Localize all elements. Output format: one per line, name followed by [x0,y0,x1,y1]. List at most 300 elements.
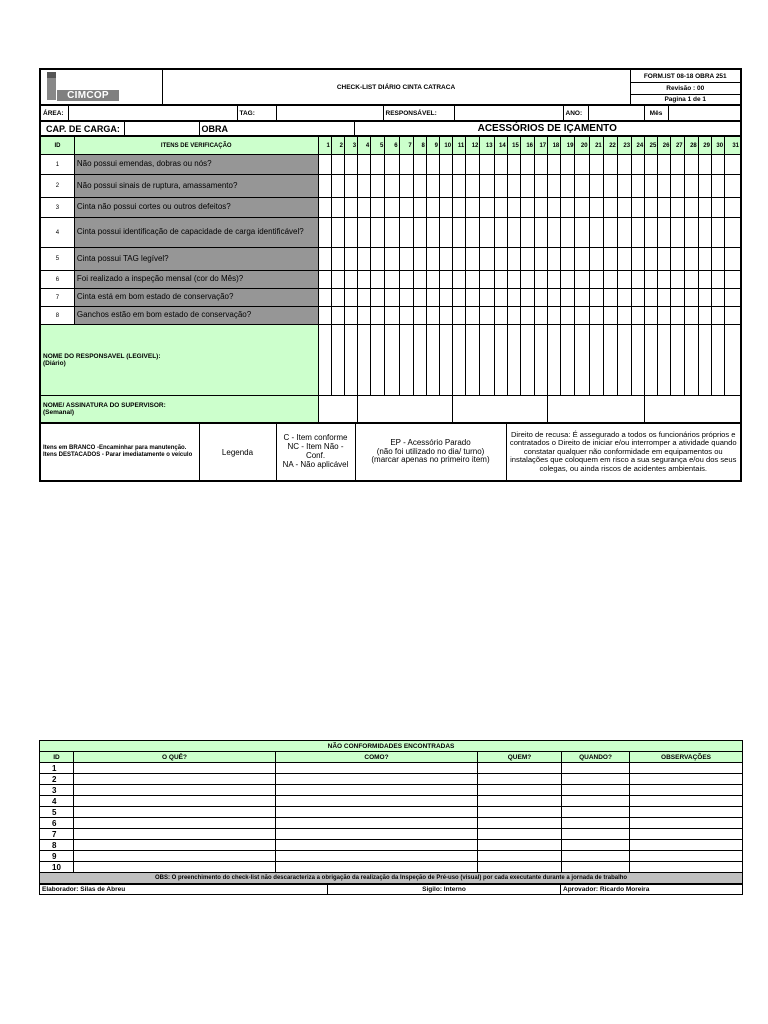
day-check-cell[interactable] [439,307,452,325]
day-check-cell[interactable] [589,198,603,218]
day-check-cell[interactable] [413,155,426,175]
day-check-cell[interactable] [617,289,631,307]
day-check-cell[interactable] [399,198,413,218]
day-check-cell[interactable] [520,218,534,248]
daily-signature-cell[interactable] [632,325,645,396]
day-check-cell[interactable] [358,289,371,307]
day-check-cell[interactable] [548,175,561,198]
day-check-cell[interactable] [645,218,658,248]
day-check-cell[interactable] [725,198,740,218]
day-check-cell[interactable] [371,289,385,307]
day-check-cell[interactable] [494,218,507,248]
day-check-cell[interactable] [494,307,507,325]
day-check-cell[interactable] [318,155,331,175]
nc-cell[interactable] [74,862,276,873]
day-check-cell[interactable] [318,271,331,289]
day-check-cell[interactable] [575,218,589,248]
daily-signature-cell[interactable] [385,325,399,396]
day-check-cell[interactable] [494,155,507,175]
day-check-cell[interactable] [645,248,658,271]
day-check-cell[interactable] [658,155,671,175]
nc-cell[interactable] [74,829,276,840]
day-check-cell[interactable] [466,307,480,325]
day-check-cell[interactable] [331,198,344,218]
day-check-cell[interactable] [684,175,698,198]
day-check-cell[interactable] [589,271,603,289]
nc-cell[interactable] [562,818,630,829]
day-check-cell[interactable] [426,155,439,175]
day-check-cell[interactable] [385,289,399,307]
day-check-cell[interactable] [453,307,466,325]
day-check-cell[interactable] [331,218,344,248]
day-check-cell[interactable] [658,271,671,289]
daily-signature-cell[interactable] [507,325,520,396]
day-check-cell[interactable] [535,271,548,289]
day-check-cell[interactable] [439,218,452,248]
daily-signature-cell[interactable] [358,325,371,396]
day-check-cell[interactable] [603,248,617,271]
day-check-cell[interactable] [371,155,385,175]
day-check-cell[interactable] [603,289,617,307]
day-check-cell[interactable] [645,155,658,175]
day-check-cell[interactable] [698,289,711,307]
day-check-cell[interactable] [658,289,671,307]
day-check-cell[interactable] [385,198,399,218]
nc-cell[interactable] [630,807,743,818]
daily-signature-cell[interactable] [371,325,385,396]
day-check-cell[interactable] [698,155,711,175]
day-check-cell[interactable] [725,175,740,198]
day-check-cell[interactable] [399,175,413,198]
nc-cell[interactable] [276,774,478,785]
day-check-cell[interactable] [548,248,561,271]
day-check-cell[interactable] [399,155,413,175]
daily-signature-cell[interactable] [575,325,589,396]
day-check-cell[interactable] [318,248,331,271]
day-check-cell[interactable] [466,175,480,198]
daily-signature-cell[interactable] [426,325,439,396]
nc-cell[interactable] [478,818,562,829]
day-check-cell[interactable] [371,271,385,289]
day-check-cell[interactable] [603,175,617,198]
day-check-cell[interactable] [439,271,452,289]
day-check-cell[interactable] [507,307,520,325]
day-check-cell[interactable] [371,175,385,198]
day-check-cell[interactable] [480,248,494,271]
nc-cell[interactable] [276,807,478,818]
day-check-cell[interactable] [344,155,357,175]
day-check-cell[interactable] [575,198,589,218]
day-check-cell[interactable] [331,175,344,198]
day-check-cell[interactable] [520,155,534,175]
day-check-cell[interactable] [439,175,452,198]
day-check-cell[interactable] [466,198,480,218]
day-check-cell[interactable] [535,155,548,175]
day-check-cell[interactable] [426,271,439,289]
day-check-cell[interactable] [385,218,399,248]
day-check-cell[interactable] [725,289,740,307]
day-check-cell[interactable] [548,271,561,289]
day-check-cell[interactable] [466,155,480,175]
mes-field[interactable] [668,106,740,121]
day-check-cell[interactable] [413,198,426,218]
nc-cell[interactable] [562,785,630,796]
daily-signature-cell[interactable] [331,325,344,396]
nc-cell[interactable] [630,862,743,873]
day-check-cell[interactable] [507,271,520,289]
day-check-cell[interactable] [561,271,575,289]
day-check-cell[interactable] [684,155,698,175]
day-check-cell[interactable] [684,218,698,248]
nc-cell[interactable] [74,851,276,862]
day-check-cell[interactable] [658,175,671,198]
day-check-cell[interactable] [617,271,631,289]
day-check-cell[interactable] [413,271,426,289]
daily-signature-cell[interactable] [399,325,413,396]
day-check-cell[interactable] [318,289,331,307]
day-check-cell[interactable] [658,248,671,271]
day-check-cell[interactable] [671,307,684,325]
day-check-cell[interactable] [331,271,344,289]
day-check-cell[interactable] [603,307,617,325]
day-check-cell[interactable] [480,155,494,175]
nc-cell[interactable] [276,796,478,807]
day-check-cell[interactable] [453,248,466,271]
nc-cell[interactable] [276,862,478,873]
day-check-cell[interactable] [645,198,658,218]
nc-cell[interactable] [630,774,743,785]
day-check-cell[interactable] [548,155,561,175]
nc-cell[interactable] [630,829,743,840]
day-check-cell[interactable] [548,289,561,307]
nc-cell[interactable] [276,785,478,796]
day-check-cell[interactable] [480,271,494,289]
daily-signature-cell[interactable] [684,325,698,396]
day-check-cell[interactable] [453,198,466,218]
day-check-cell[interactable] [494,289,507,307]
day-check-cell[interactable] [561,248,575,271]
day-check-cell[interactable] [466,271,480,289]
day-check-cell[interactable] [671,175,684,198]
day-check-cell[interactable] [453,271,466,289]
day-check-cell[interactable] [413,175,426,198]
nc-cell[interactable] [276,763,478,774]
nc-cell[interactable] [276,818,478,829]
day-check-cell[interactable] [520,271,534,289]
day-check-cell[interactable] [371,248,385,271]
day-check-cell[interactable] [632,248,645,271]
day-check-cell[interactable] [535,175,548,198]
day-check-cell[interactable] [331,307,344,325]
day-check-cell[interactable] [575,289,589,307]
day-check-cell[interactable] [575,271,589,289]
day-check-cell[interactable] [520,289,534,307]
nc-cell[interactable] [630,840,743,851]
day-check-cell[interactable] [711,289,724,307]
day-check-cell[interactable] [671,248,684,271]
daily-signature-cell[interactable] [548,325,561,396]
day-check-cell[interactable] [548,218,561,248]
day-check-cell[interactable] [413,289,426,307]
responsavel-field[interactable] [454,106,563,121]
nc-cell[interactable] [74,763,276,774]
day-check-cell[interactable] [453,289,466,307]
day-check-cell[interactable] [507,218,520,248]
day-check-cell[interactable] [684,307,698,325]
ano-field[interactable] [588,106,644,121]
weekly-signature-cell[interactable] [453,396,548,423]
day-check-cell[interactable] [603,218,617,248]
day-check-cell[interactable] [480,307,494,325]
day-check-cell[interactable] [507,289,520,307]
day-check-cell[interactable] [399,271,413,289]
day-check-cell[interactable] [645,271,658,289]
day-check-cell[interactable] [535,248,548,271]
day-check-cell[interactable] [561,289,575,307]
day-check-cell[interactable] [439,155,452,175]
day-check-cell[interactable] [645,175,658,198]
day-check-cell[interactable] [385,307,399,325]
day-check-cell[interactable] [399,307,413,325]
day-check-cell[interactable] [520,307,534,325]
day-check-cell[interactable] [711,271,724,289]
nc-cell[interactable] [74,818,276,829]
day-check-cell[interactable] [507,248,520,271]
day-check-cell[interactable] [439,289,452,307]
daily-signature-cell[interactable] [480,325,494,396]
nc-cell[interactable] [74,785,276,796]
day-check-cell[interactable] [426,289,439,307]
daily-signature-cell[interactable] [725,325,740,396]
daily-signature-cell[interactable] [589,325,603,396]
day-check-cell[interactable] [331,248,344,271]
day-check-cell[interactable] [632,155,645,175]
cap-field[interactable] [124,122,199,136]
day-check-cell[interactable] [453,155,466,175]
day-check-cell[interactable] [632,218,645,248]
day-check-cell[interactable] [358,248,371,271]
day-check-cell[interactable] [439,198,452,218]
day-check-cell[interactable] [617,175,631,198]
day-check-cell[interactable] [561,198,575,218]
day-check-cell[interactable] [725,218,740,248]
day-check-cell[interactable] [725,307,740,325]
day-check-cell[interactable] [466,218,480,248]
nc-cell[interactable] [276,829,478,840]
day-check-cell[interactable] [426,218,439,248]
day-check-cell[interactable] [480,198,494,218]
day-check-cell[interactable] [413,218,426,248]
day-check-cell[interactable] [617,155,631,175]
daily-signature-cell[interactable] [318,325,331,396]
day-check-cell[interactable] [684,248,698,271]
day-check-cell[interactable] [725,248,740,271]
day-check-cell[interactable] [711,307,724,325]
weekly-signature-cell[interactable] [318,396,357,423]
day-check-cell[interactable] [318,218,331,248]
day-check-cell[interactable] [658,307,671,325]
day-check-cell[interactable] [617,307,631,325]
daily-signature-cell[interactable] [658,325,671,396]
daily-signature-cell[interactable] [466,325,480,396]
day-check-cell[interactable] [399,289,413,307]
day-check-cell[interactable] [725,271,740,289]
nc-cell[interactable] [562,807,630,818]
daily-signature-cell[interactable] [711,325,724,396]
day-check-cell[interactable] [589,248,603,271]
day-check-cell[interactable] [344,198,357,218]
day-check-cell[interactable] [589,218,603,248]
day-check-cell[interactable] [603,271,617,289]
day-check-cell[interactable] [494,248,507,271]
daily-signature-cell[interactable] [535,325,548,396]
nc-cell[interactable] [630,785,743,796]
day-check-cell[interactable] [711,248,724,271]
day-check-cell[interactable] [426,175,439,198]
nc-cell[interactable] [562,829,630,840]
day-check-cell[interactable] [413,307,426,325]
day-check-cell[interactable] [671,271,684,289]
day-check-cell[interactable] [358,307,371,325]
day-check-cell[interactable] [658,198,671,218]
day-check-cell[interactable] [711,218,724,248]
nc-cell[interactable] [478,862,562,873]
day-check-cell[interactable] [711,175,724,198]
nc-cell[interactable] [562,796,630,807]
nc-cell[interactable] [276,851,478,862]
day-check-cell[interactable] [698,218,711,248]
day-check-cell[interactable] [385,271,399,289]
weekly-signature-cell[interactable] [548,396,645,423]
area-field[interactable] [68,106,237,121]
day-check-cell[interactable] [331,289,344,307]
day-check-cell[interactable] [589,155,603,175]
daily-signature-cell[interactable] [413,325,426,396]
day-check-cell[interactable] [318,198,331,218]
nc-cell[interactable] [276,840,478,851]
day-check-cell[interactable] [399,248,413,271]
day-check-cell[interactable] [385,248,399,271]
day-check-cell[interactable] [535,307,548,325]
day-check-cell[interactable] [426,248,439,271]
daily-signature-cell[interactable] [439,325,452,396]
day-check-cell[interactable] [520,248,534,271]
day-check-cell[interactable] [507,198,520,218]
day-check-cell[interactable] [632,198,645,218]
day-check-cell[interactable] [684,198,698,218]
day-check-cell[interactable] [711,198,724,218]
day-check-cell[interactable] [318,175,331,198]
day-check-cell[interactable] [520,175,534,198]
day-check-cell[interactable] [494,271,507,289]
day-check-cell[interactable] [632,175,645,198]
day-check-cell[interactable] [535,289,548,307]
day-check-cell[interactable] [698,175,711,198]
day-check-cell[interactable] [344,248,357,271]
day-check-cell[interactable] [453,218,466,248]
day-check-cell[interactable] [632,289,645,307]
nc-cell[interactable] [74,840,276,851]
day-check-cell[interactable] [358,175,371,198]
day-check-cell[interactable] [520,198,534,218]
day-check-cell[interactable] [344,289,357,307]
nc-cell[interactable] [478,829,562,840]
day-check-cell[interactable] [617,218,631,248]
day-check-cell[interactable] [575,155,589,175]
day-check-cell[interactable] [658,218,671,248]
day-check-cell[interactable] [632,271,645,289]
daily-signature-cell[interactable] [453,325,466,396]
day-check-cell[interactable] [671,155,684,175]
day-check-cell[interactable] [535,218,548,248]
nc-cell[interactable] [478,840,562,851]
weekly-signature-cell[interactable] [645,396,740,423]
nc-cell[interactable] [630,818,743,829]
day-check-cell[interactable] [698,248,711,271]
day-check-cell[interactable] [371,307,385,325]
daily-signature-cell[interactable] [344,325,357,396]
nc-cell[interactable] [478,774,562,785]
day-check-cell[interactable] [671,198,684,218]
day-check-cell[interactable] [589,175,603,198]
day-check-cell[interactable] [561,175,575,198]
day-check-cell[interactable] [575,175,589,198]
day-check-cell[interactable] [480,289,494,307]
nc-cell[interactable] [562,840,630,851]
day-check-cell[interactable] [399,218,413,248]
day-check-cell[interactable] [358,198,371,218]
day-check-cell[interactable] [371,218,385,248]
day-check-cell[interactable] [671,289,684,307]
daily-signature-cell[interactable] [603,325,617,396]
day-check-cell[interactable] [561,307,575,325]
day-check-cell[interactable] [385,175,399,198]
day-check-cell[interactable] [494,175,507,198]
day-check-cell[interactable] [480,218,494,248]
day-check-cell[interactable] [561,155,575,175]
day-check-cell[interactable] [385,155,399,175]
day-check-cell[interactable] [698,198,711,218]
nc-cell[interactable] [562,774,630,785]
day-check-cell[interactable] [671,218,684,248]
nc-cell[interactable] [630,796,743,807]
day-check-cell[interactable] [617,198,631,218]
nc-cell[interactable] [478,763,562,774]
day-check-cell[interactable] [426,307,439,325]
day-check-cell[interactable] [561,218,575,248]
day-check-cell[interactable] [344,307,357,325]
daily-signature-cell[interactable] [561,325,575,396]
day-check-cell[interactable] [344,175,357,198]
day-check-cell[interactable] [684,271,698,289]
day-check-cell[interactable] [575,307,589,325]
day-check-cell[interactable] [344,271,357,289]
day-check-cell[interactable] [684,289,698,307]
day-check-cell[interactable] [632,307,645,325]
tag-field[interactable] [276,106,383,121]
day-check-cell[interactable] [318,307,331,325]
nc-cell[interactable] [562,851,630,862]
day-check-cell[interactable] [439,248,452,271]
daily-signature-cell[interactable] [698,325,711,396]
day-check-cell[interactable] [358,155,371,175]
nc-cell[interactable] [478,796,562,807]
day-check-cell[interactable] [507,175,520,198]
day-check-cell[interactable] [645,289,658,307]
day-check-cell[interactable] [535,198,548,218]
day-check-cell[interactable] [413,248,426,271]
day-check-cell[interactable] [617,248,631,271]
